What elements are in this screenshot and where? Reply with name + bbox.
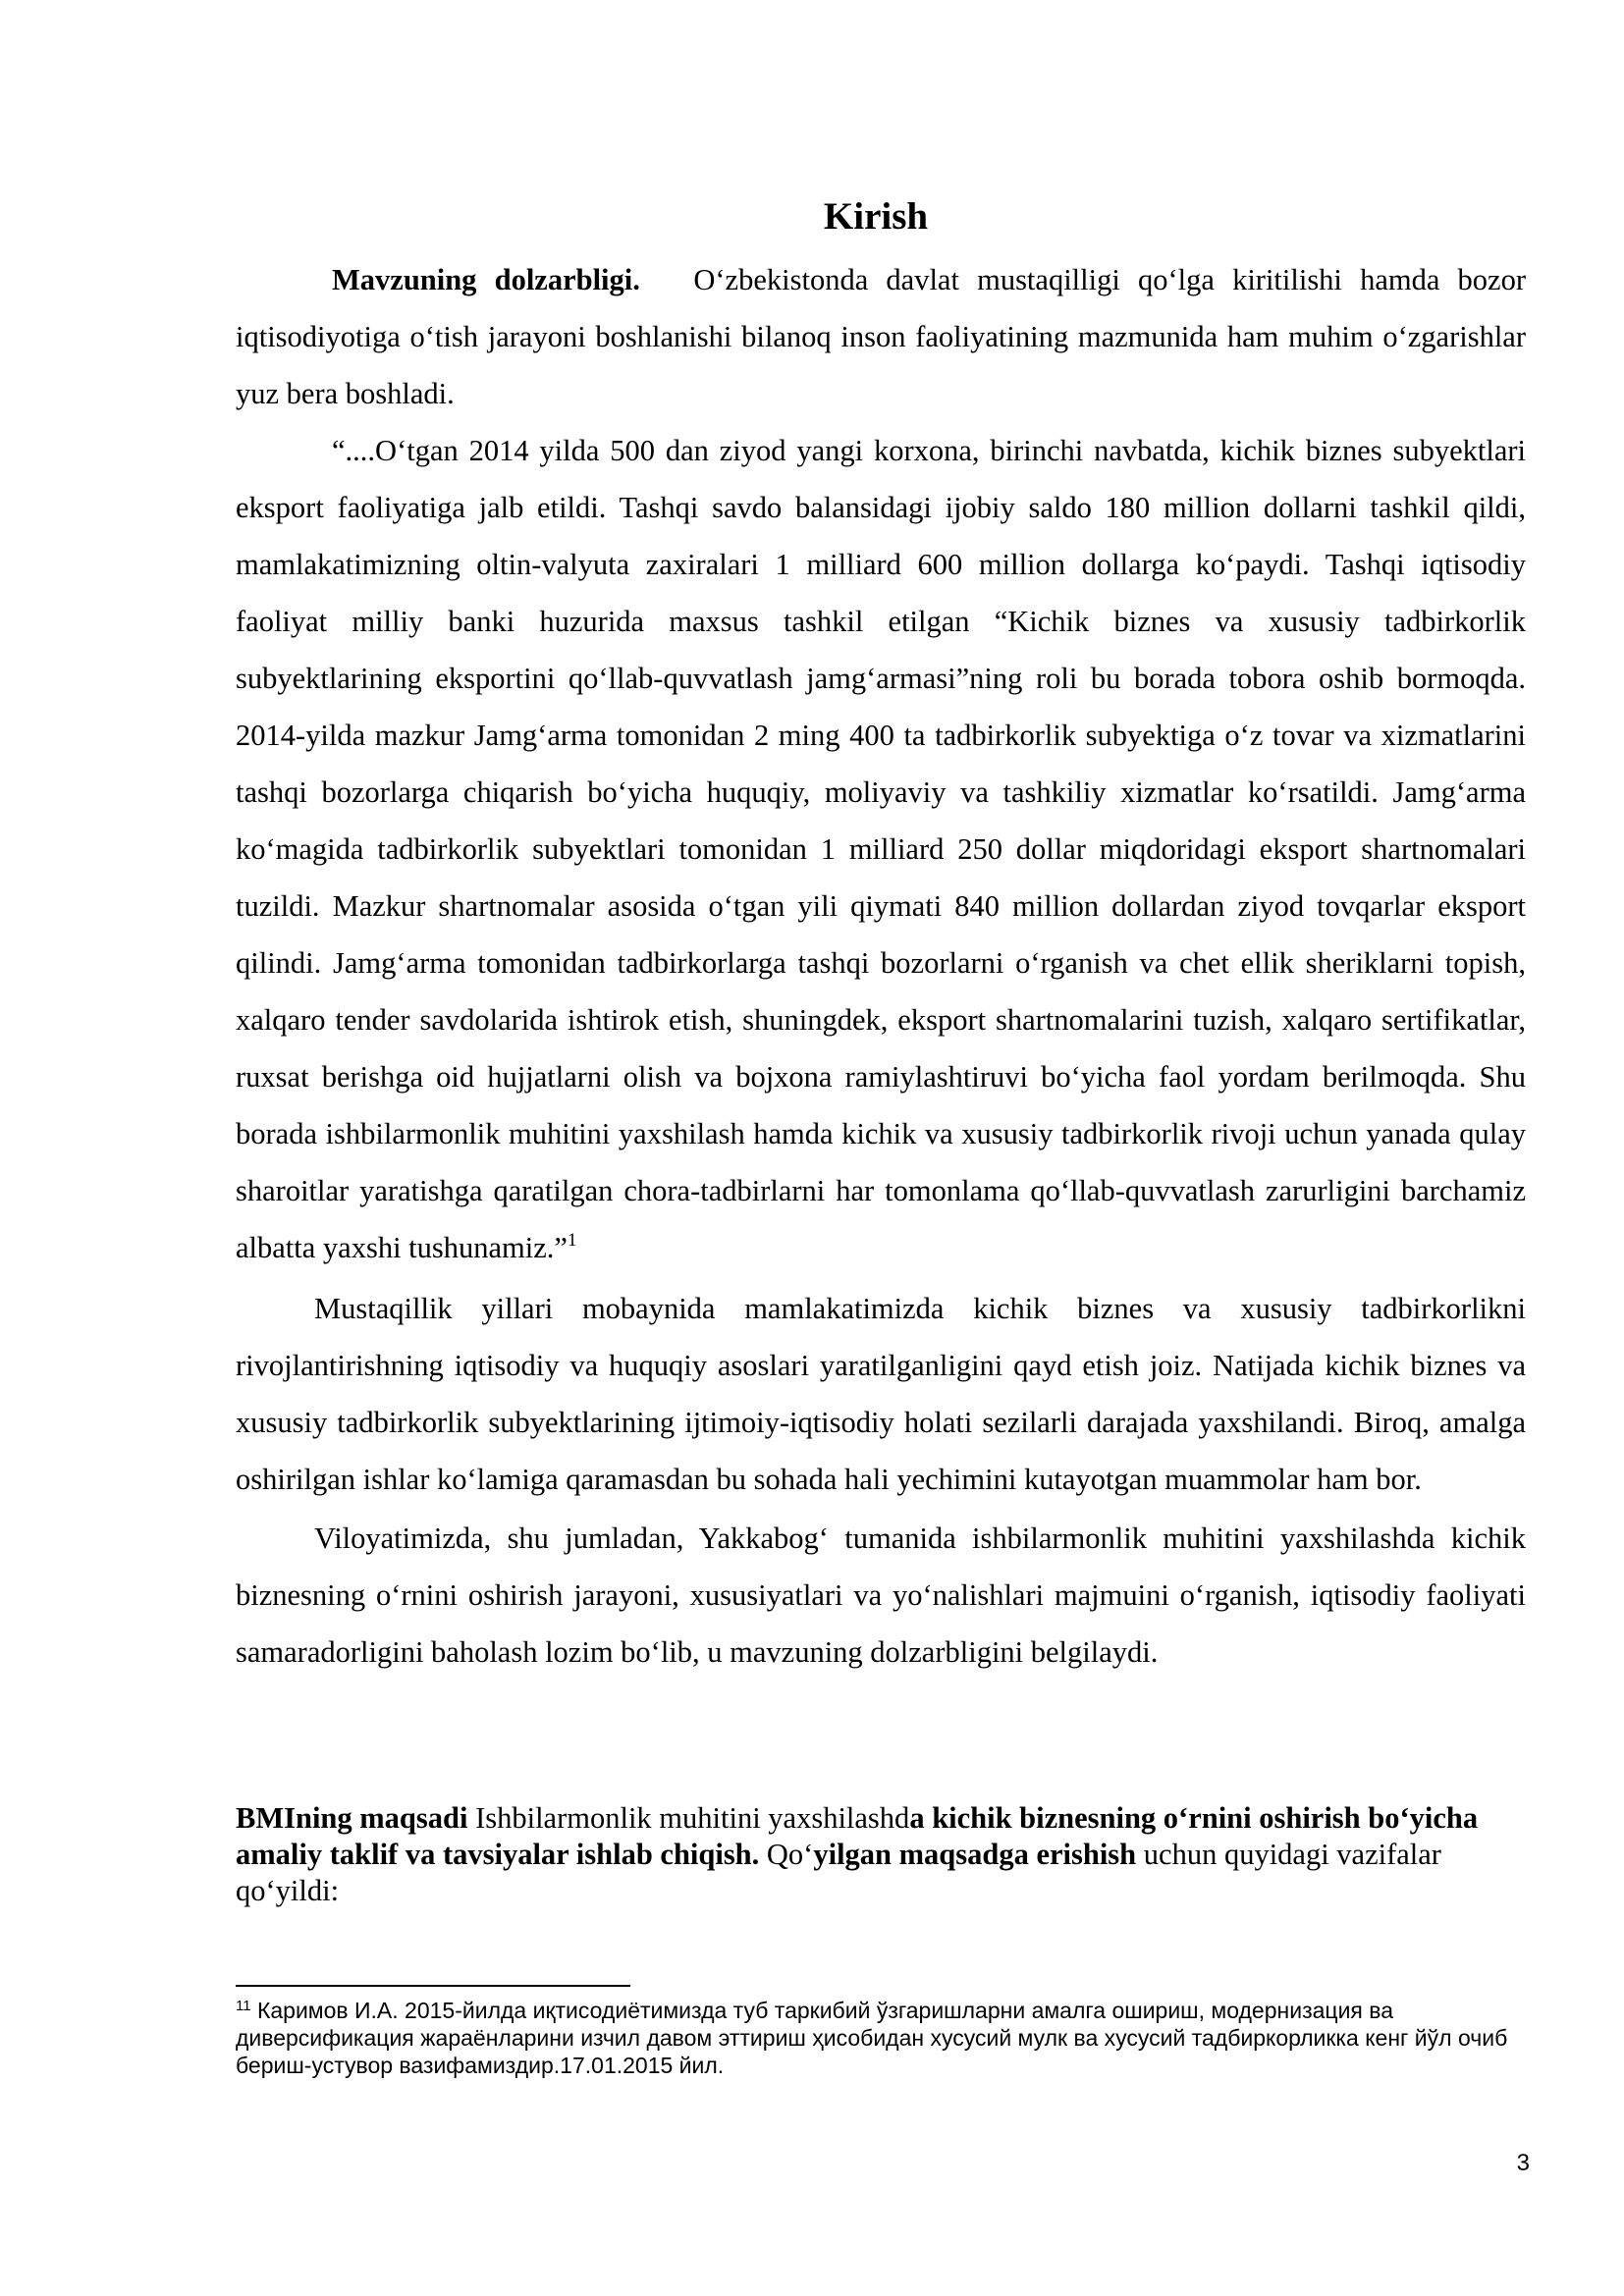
goal-text-4: yilgan maqsadga erishish bbox=[813, 1838, 1137, 1871]
paragraph-independence bbox=[236, 1280, 1526, 1508]
body-text bbox=[236, 251, 1526, 1681]
footnote-reference[interactable]: 1 bbox=[567, 1230, 577, 1251]
paragraph-relevance bbox=[236, 251, 1526, 422]
relevance-text: O‘zbekistonda davlat mustaqilligi qo‘lga kiritilishi hamda bozor iqtisodiyotiga o‘tish jarayoni boshlanishi bilanoq inson faoliyatining mazmunida ham muhim o‘zgarishlar yuz bera boshladi. bbox=[236, 263, 1526, 410]
footnote-text: Каримов И.А. 2015-йилда иқтисодиётимизда туб таркибий ўзгаришларни амалга ошириш, модернизация ва диверсификация жараёнларини изчил давом эттириш ҳисобидан хусусий мулк ва хусусий тадбиркорликка кенг йўл очиб бериш-устувор вазифамиздир.17.01.2015 йил. bbox=[236, 1998, 1508, 2078]
page-number: 3 bbox=[1516, 2150, 1530, 2176]
paragraph-quote bbox=[236, 422, 1526, 1276]
footnote-marker: 11 bbox=[236, 1998, 251, 2014]
paragraph-goal bbox=[236, 1800, 1526, 1909]
footnote bbox=[236, 1997, 1542, 2079]
page-title: Kirish bbox=[823, 195, 929, 238]
quote-text: “....O‘tgan 2014 yilda 500 dan ziyod yangi korxona, birinchi navbatda, kichik biznes subyektlari eksport faoliyatiga jalb etildi. Tashqi savdo balansidagi ijobiy saldo 180 million dollarni tashkil qildi, mamlakatimizning oltin-valyuta zaxiralari 1 milliard 600 million dollarga ko‘paydi. Tashqi iqtisodiy faoliyat milliy banki huzurida maxsus tashkil etilgan “Kichik biznes va xususiy tadbirkorlik subyektlarining eksportini qo‘llab-quvvatlash jamg‘armasi”ning roli bu borada tobora oshib bormoqda. 2014-yilda mazkur Jamg‘arma tomonidan 2 ming 400 ta tadbirkorlik subyektiga o‘z tovar va xizmatlarini tashqi bozorlarga chiqarish bo‘yicha huquqiy, moliyaviy va tashkiliy xizmatlar ko‘rsatildi. Jamg‘arma ko‘magida tadbirkorlik subyektlari tomonidan 1 milliard 250 dollar miqdoridagi eksport shartnomalari tuzildi. Mazkur shartnomalar asosida o‘tgan yili qiymati 840 million dollardan ziyod tovqarlar eksport qilindi. Jamg‘arma tomonidan tadbirkorlarga tashqi bozorlarni o‘rganish va chet ellik sheriklarni topish, xalqaro tender savdolarida ishtirok etish, shuningdek, eksport shartnomalarini tuzish, xalqaro sertifikatlar, ruxsat berishga oid hujjatlarni olish va bojxona ramiylashtiruvi bo‘yicha faol yordam berilmoqda. Shu borada ishbilarmonlik muhitini yaxshilash hamda kichik va xususiy tadbirkorlik rivoji uchun yanada qulay sharoitlar yaratishga qaratilgan chora-tadbirlarni har tomonlama qo‘llab-quvvatlash zarurligini barchamiz albatta yaxshi tushunamiz.” bbox=[236, 434, 1526, 1264]
goal-text-5: uchun quyidagi vazifalar qo‘yildi: bbox=[236, 1838, 1441, 1907]
goal-label: BMIning maqsadi bbox=[236, 1801, 468, 1835]
relevance-lead: Mavzuning dolzarbligi. bbox=[332, 263, 640, 296]
independence-text: Mustaqillik yillari mobaynida mamlakatimizda kichik biznes va xususiy tadbirkorlikni rivojlantirishning iqtisodiy va huquqiy asoslari yaratilganligini qayd etish joiz. Natijada kichik biznes va xususiy tadbirkorlik subyektlarining ijtimoiy-iqtisodiy holati sezilarli darajada yaxshilandi. Biroq, amalga oshirilgan ishlar ko‘lamiga qaramasdan bu sohada hali yechimini kutayotgan muammolar ham bor. bbox=[236, 1292, 1526, 1496]
goal-text-1: Ishbilarmonlik muhitini yaxshilashd bbox=[467, 1801, 910, 1835]
goal-text-2: a kichik biznesning o‘rnini oshirish bo‘yicha amaliy taklif va tavsiyalar ishlab chiqish. bbox=[236, 1801, 1479, 1871]
region-text: Viloyatimizda, shu jumladan, Yakkabog‘ tumanida ishbilarmonlik muhitini yaxshilashda kichik biznesning o‘rnini oshirish jarayoni, xususiyatlari va yo‘nalishlari majmuini o‘rganish, iqtisodiy faoliyati samaradorligini baholash lozim bo‘lib, u mavzuning dolzarbligini belgilaydi. bbox=[236, 1522, 1526, 1669]
footnote-separator bbox=[236, 1985, 630, 1987]
goal-text-3: Qo‘ bbox=[759, 1838, 814, 1871]
paragraph-region bbox=[236, 1510, 1526, 1681]
